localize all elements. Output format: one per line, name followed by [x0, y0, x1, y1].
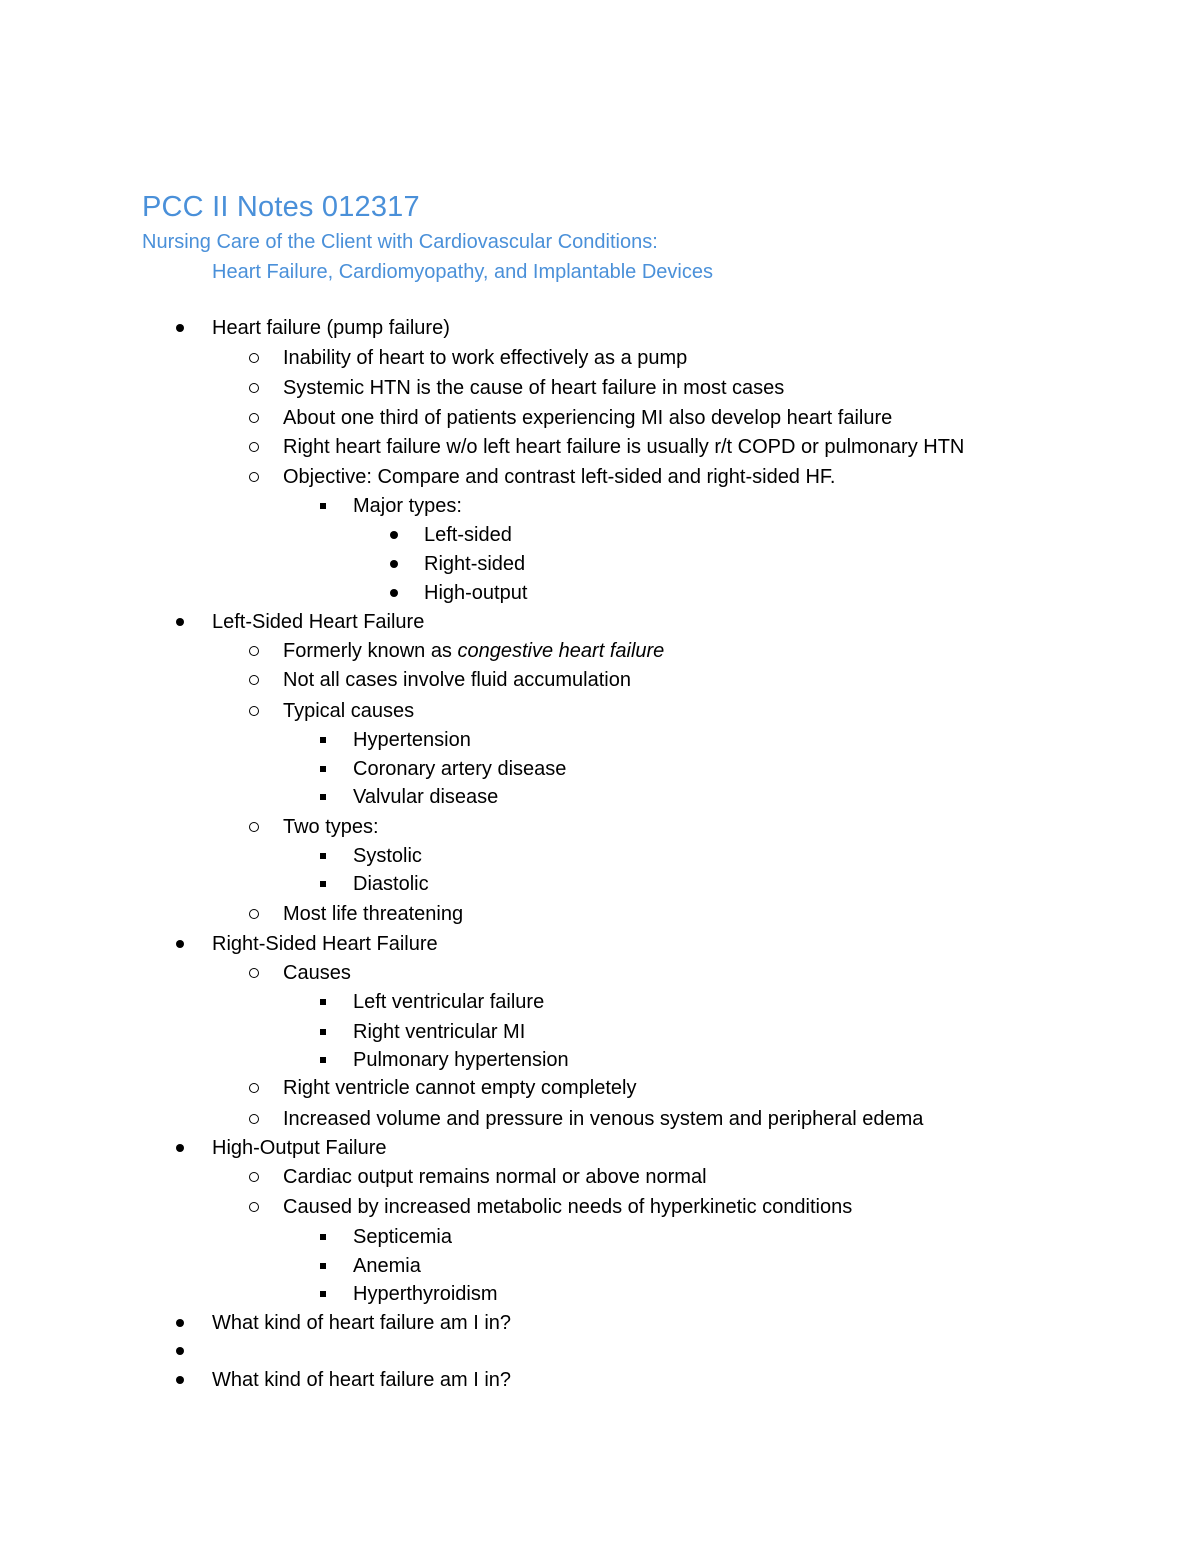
circle-bullet-icon [244, 1074, 264, 1102]
circle-bullet-icon [244, 1163, 264, 1191]
list-item-text: Systemic HTN is the cause of heart failure in most cases [283, 377, 785, 399]
list-item-text: Typical causes [283, 700, 415, 722]
bullet-icon [384, 521, 404, 549]
list-item-text: Right ventricular MI [353, 1021, 526, 1043]
circle-bullet-icon [244, 813, 264, 841]
list-item-text: Not all cases involve fluid accumulation [283, 669, 631, 691]
circle-bullet-icon [244, 463, 264, 491]
list-item-text: What kind of heart failure am I in? [212, 1369, 512, 1391]
bullet-icon [384, 579, 404, 607]
circle-bullet-icon [244, 1193, 264, 1221]
circle-bullet-icon [244, 404, 264, 432]
square-bullet-icon [313, 726, 333, 754]
list-item-text: Anemia [353, 1255, 421, 1277]
list-item-text: What kind of heart failure am I in? [212, 1312, 512, 1334]
list-item-text: Hypertension [353, 729, 471, 751]
square-bullet-icon [313, 1252, 333, 1280]
list-item-text: Right-sided [424, 553, 526, 575]
list-item-text: Heart failure (pump failure) [212, 317, 450, 339]
list-item-text: Causes [283, 962, 351, 984]
circle-bullet-icon [244, 1105, 264, 1133]
list-item-text: Right ventricle cannot empty completely [283, 1077, 637, 1099]
list-item-text: High-output [424, 582, 528, 604]
square-bullet-icon [313, 988, 333, 1016]
circle-bullet-icon [244, 637, 264, 665]
list-item-text: Pulmonary hypertension [353, 1049, 569, 1071]
list-item-text: Objective: Compare and contrast left-sided and right-sided HF. [283, 466, 836, 488]
bullet-icon [170, 930, 190, 958]
list-item-text: About one third of patients experiencing MI also develop heart failure [283, 407, 893, 429]
bullet-icon [170, 1366, 190, 1394]
circle-bullet-icon [244, 666, 264, 694]
bullet-icon [384, 550, 404, 578]
bullet-icon [170, 314, 190, 342]
list-item-text: Most life threatening [283, 903, 464, 925]
bullet-icon [170, 1337, 190, 1365]
bullet-icon [170, 1309, 190, 1337]
list-item-text: Caused by increased metabolic needs of hyperkinetic conditions [283, 1196, 853, 1218]
square-bullet-icon [313, 1280, 333, 1308]
square-bullet-icon [313, 1223, 333, 1251]
italic-term: congestive heart failure [457, 640, 665, 662]
circle-bullet-icon [244, 374, 264, 402]
list-item-text: Cardiac output remains normal or above normal [283, 1166, 707, 1188]
square-bullet-icon [313, 783, 333, 811]
square-bullet-icon [313, 842, 333, 870]
list-item-text: Diastolic [353, 873, 429, 895]
list-item-text: Right-Sided Heart Failure [212, 933, 438, 955]
list-item-text: Left ventricular failure [353, 991, 545, 1013]
list-item-text: Septicemia [353, 1226, 452, 1248]
list-item-text: Left-Sided Heart Failure [212, 611, 425, 633]
square-bullet-icon [313, 1046, 333, 1074]
bullet-icon [170, 608, 190, 636]
circle-bullet-icon [244, 900, 264, 928]
square-bullet-icon [313, 870, 333, 898]
circle-bullet-icon [244, 344, 264, 372]
circle-bullet-icon [244, 697, 264, 725]
list-item-text: Hyperthyroidism [353, 1283, 498, 1305]
list-item-text: Left-sided [424, 524, 512, 546]
subtitle-line-1: Nursing Care of the Client with Cardiovascular Conditions: [142, 231, 658, 253]
subtitle-line-2: Heart Failure, Cardiomyopathy, and Implantable Devices [212, 261, 713, 283]
list-item-text: Two types: [283, 816, 379, 838]
square-bullet-icon [313, 755, 333, 783]
square-bullet-icon [313, 1018, 333, 1046]
page-title: PCC II Notes 012317 [142, 191, 420, 223]
list-item-text: Right heart failure w/o left heart failure is usually r/t COPD or pulmonary HTN [283, 436, 965, 458]
list-item-text: Inability of heart to work effectively as a pump [283, 347, 688, 369]
list-item-text: Valvular disease [353, 786, 499, 808]
circle-bullet-icon [244, 959, 264, 987]
list-item-text: High-Output Failure [212, 1137, 387, 1159]
circle-bullet-icon [244, 433, 264, 461]
list-item-text: Major types: [353, 495, 462, 517]
square-bullet-icon [313, 492, 333, 520]
list-item-text: Formerly known as congestive heart failure [283, 640, 665, 662]
list-item-text: Systolic [353, 845, 422, 867]
list-item-text: Increased volume and pressure in venous system and peripheral edema [283, 1108, 924, 1130]
bullet-icon [170, 1134, 190, 1162]
list-item-text: Coronary artery disease [353, 758, 567, 780]
